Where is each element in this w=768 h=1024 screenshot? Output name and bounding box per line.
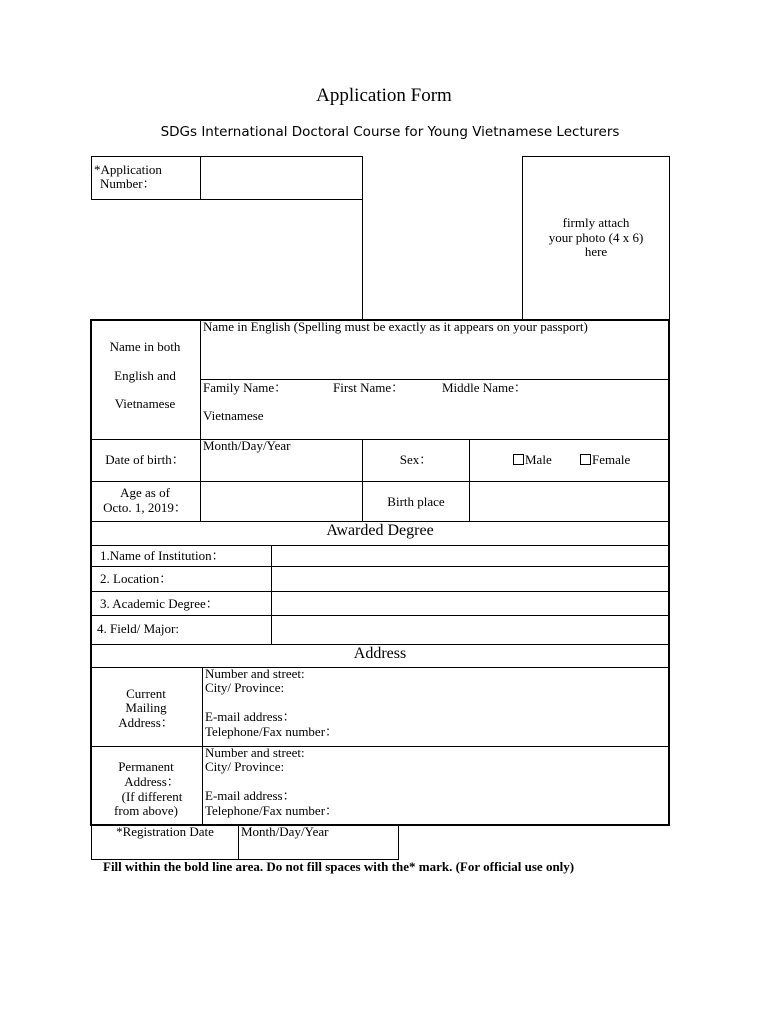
table-border xyxy=(90,319,92,826)
female-label: Female xyxy=(592,452,631,467)
table-border xyxy=(91,199,363,200)
vietnamese-name-label: Vietnamese xyxy=(203,408,264,423)
permanent-address-label: from above) xyxy=(114,803,178,818)
permanent-address-field[interactable] xyxy=(320,747,666,823)
registration-date-field[interactable] xyxy=(239,841,397,858)
registration-date-hint: Month/Day/Year xyxy=(241,824,329,839)
date-of-birth-field[interactable] xyxy=(201,455,361,480)
photo-instruction: firmly attach xyxy=(562,215,630,230)
english-name-field[interactable] xyxy=(201,336,667,378)
name-label: English and xyxy=(114,368,176,383)
current-address-field[interactable] xyxy=(320,668,666,744)
table-border xyxy=(668,319,670,826)
application-number-label: *Application xyxy=(94,162,162,177)
current-address-label: Address： xyxy=(118,715,174,730)
field-major-label: 4. Field/ Major: xyxy=(97,621,179,636)
location-label: 2. Location： xyxy=(100,571,173,586)
table-border xyxy=(91,156,92,200)
female-option[interactable] xyxy=(580,453,630,468)
permanent-phone-label: Telephone/Fax number： xyxy=(205,803,339,818)
permanent-address-label: (If different xyxy=(121,789,183,804)
table-border xyxy=(362,156,363,320)
table-border xyxy=(398,825,399,860)
registration-date-label: *Registration Date xyxy=(116,824,214,839)
permanent-address-label: Permanent xyxy=(118,759,174,774)
academic-degree-label: 3. Academic Degree： xyxy=(100,596,219,611)
middle-name-label: Middle Name： xyxy=(442,380,527,395)
date-of-birth-label: Date of birth： xyxy=(105,452,185,467)
current-city-label: City/ Province: xyxy=(205,680,285,695)
institution-field[interactable] xyxy=(272,546,667,565)
female-checkbox[interactable] xyxy=(580,454,591,465)
page-subtitle: SDGs International Doctoral Course for Young Vietnamese Lecturers xyxy=(160,124,620,140)
age-field[interactable] xyxy=(201,482,361,520)
field-major-field[interactable] xyxy=(272,616,667,643)
table-border xyxy=(91,439,669,440)
photo-instruction: here xyxy=(584,244,608,259)
vietnamese-name-field[interactable] xyxy=(280,402,666,436)
location-field[interactable] xyxy=(272,567,667,590)
name-label: Name in both xyxy=(109,339,181,354)
family-name-label: Family Name： xyxy=(203,380,288,395)
table-border xyxy=(522,156,670,157)
male-label: Male xyxy=(525,452,552,467)
male-checkbox[interactable] xyxy=(513,454,524,465)
birth-place-field[interactable] xyxy=(470,482,667,520)
current-phone-label: Telephone/Fax number： xyxy=(205,724,339,739)
application-number-field[interactable] xyxy=(201,157,361,199)
permanent-street-label: Number and street: xyxy=(205,745,305,760)
permanent-city-label: City/ Province: xyxy=(205,759,285,774)
address-heading: Address xyxy=(353,645,407,662)
birth-place-label: Birth place xyxy=(387,494,445,509)
page-title: Application Form xyxy=(316,85,452,106)
current-email-label: E-mail address： xyxy=(205,709,296,724)
form-footnote: Fill within the bold line area. Do not fill spaces with the* mark. (For official use only) xyxy=(103,859,575,874)
date-of-birth-hint: Month/Day/Year xyxy=(203,438,291,453)
age-label: Age as of xyxy=(120,485,170,500)
current-street-label: Number and street: xyxy=(205,666,305,681)
age-label: Octo. 1, 2019： xyxy=(103,500,187,515)
english-name-hint: Name in English (Spelling must be exactly as it appears on your passport) xyxy=(203,319,588,334)
awarded-degree-heading: Awarded Degree xyxy=(326,522,434,539)
permanent-address-label: Address： xyxy=(124,774,180,789)
academic-degree-field[interactable] xyxy=(272,592,667,614)
institution-label: 1.Name of Institution： xyxy=(100,548,225,563)
current-address-label: Current xyxy=(126,686,166,701)
male-option[interactable] xyxy=(513,453,552,468)
sex-label: Sex： xyxy=(399,452,433,467)
name-label: Vietnamese xyxy=(114,396,176,411)
photo-instruction: your photo (4 x 6) xyxy=(548,230,644,245)
first-name-label: First Name： xyxy=(333,380,405,395)
permanent-email-label: E-mail address： xyxy=(205,788,296,803)
current-address-label: Mailing xyxy=(125,700,167,715)
application-number-label: Number： xyxy=(100,176,156,191)
